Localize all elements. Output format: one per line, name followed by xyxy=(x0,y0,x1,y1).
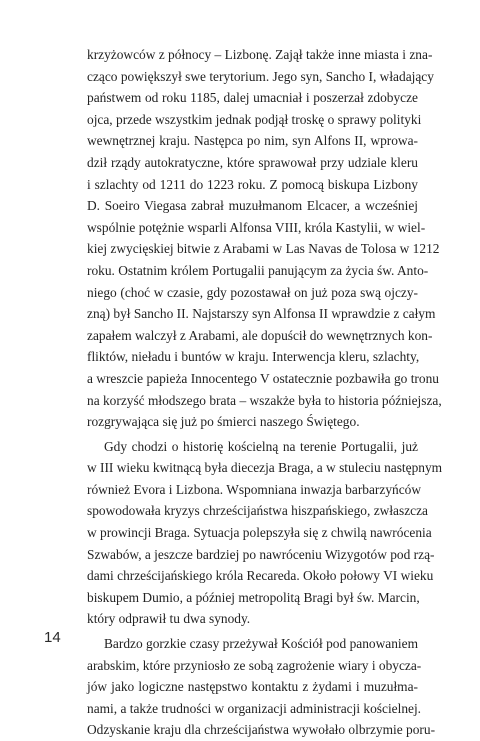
paragraph xyxy=(87,44,442,433)
text-line: biskupem Dumio, a później metropolitą Bragi był św. Marcin, xyxy=(87,589,420,605)
text-line: w III wieku kwitnącą była diecezja Braga, a w stuleciu następnym xyxy=(87,460,443,476)
text-line: wewnętrznej kraju. Następca po nim, syn Alfons II, wprowa- xyxy=(87,133,418,149)
text-line: na korzyść młodszego brata – wszakże była to historia późniejsza, xyxy=(87,392,442,408)
text-line: D. Soeiro Viegasa zabrał muzułmanom Elcacer, a wcześniej xyxy=(87,198,418,214)
text-line: Gdy chodzi o historię kościelną na terenie Portugalii, już xyxy=(104,438,418,454)
text-line: wspólnie potężnie wsparli Alfonsa VIII, króla Kastylii, w wiel- xyxy=(87,219,426,235)
page-number: 14 xyxy=(44,629,61,646)
text-line: spowodowała kryzys chrześcijaństwa hiszpańskiego, zwłaszcza xyxy=(87,503,428,519)
text-line: roku. Ostatnim królem Portugalii panującym za życia św. Anto- xyxy=(87,262,429,278)
text-line: w prowincji Braga. Sytuacja polepszyła się z chwilą nawrócenia xyxy=(87,525,432,541)
text-line: arabskim, które przyniosło ze sobą zagrożenie wiary i obycza- xyxy=(87,657,422,673)
text-line: jów jako logiczne następstwo kontaktu z żydami i muzułma- xyxy=(87,679,418,695)
text-line: fliktów, nieładu i buntów w kraju. Interwencja kleru, szlachty, xyxy=(87,349,420,365)
text-line: i szlachty od 1211 do 1223 roku. Z pomocą biskupa Lizbony xyxy=(87,176,418,192)
text-line: dził rządy autokratyczne, które sprawował przy udziale kleru xyxy=(87,154,418,170)
paragraph xyxy=(87,633,436,741)
text-line: cząco powiększył swe terytorium. Jego syn, Sancho I, władający xyxy=(87,68,434,84)
text-line: który odprawił tu dwa synody. xyxy=(87,611,251,627)
text-line: nami, a także trudności w organizacji administracji kościelnej. xyxy=(87,700,422,716)
text-line: również Evora i Lizbona. Wspomniana inwazja barbarzyńców xyxy=(87,481,422,497)
paragraph xyxy=(87,436,443,630)
text-line: Szwabów, a jeszcze bardziej po nawróceniu Wizygotów pod rzą- xyxy=(87,546,435,562)
body-text xyxy=(87,44,443,741)
text-line: Odzyskanie kraju dla chrześcijaństwa wywołało olbrzymie poru- xyxy=(87,722,436,738)
text-line: ojca, przede wszystkim jednak podjął troskę o sprawy polityki xyxy=(87,111,422,127)
text-line: zną) był Sancho II. Najstarszy syn Alfonsa II wprawdzie z całym xyxy=(87,306,436,322)
text-line: rozgrywająca się już po śmierci naszego Świętego. xyxy=(87,414,360,430)
text-line: kiej zwycięskiej bitwie z Arabami w Las Navas de Tolosa w 1212 xyxy=(87,241,440,257)
text-line: Bardzo gorzkie czasy przeżywał Kościół pod panowaniem xyxy=(104,636,418,652)
text-line: a wreszcie papieża Innocentego V ostatecznie pozbawiła go tronu xyxy=(87,370,439,386)
text-line: dami chrześcijańskiego króla Recareda. Około połowy VI wieku xyxy=(87,568,434,584)
text-line: zapałem walczył z Arabami, ale dopuścił do wewnętrznych kon- xyxy=(87,327,433,343)
text-line: państwem od roku 1185, dalej umacniał i poszerzał zdobycze xyxy=(87,90,418,106)
text-line: niego (choć w czasie, gdy pozostawał on już poza swą ojczy- xyxy=(87,284,418,300)
text-line: krzyżowców z północy – Lizbonę. Zajął także inne miasta i zna- xyxy=(87,47,433,62)
